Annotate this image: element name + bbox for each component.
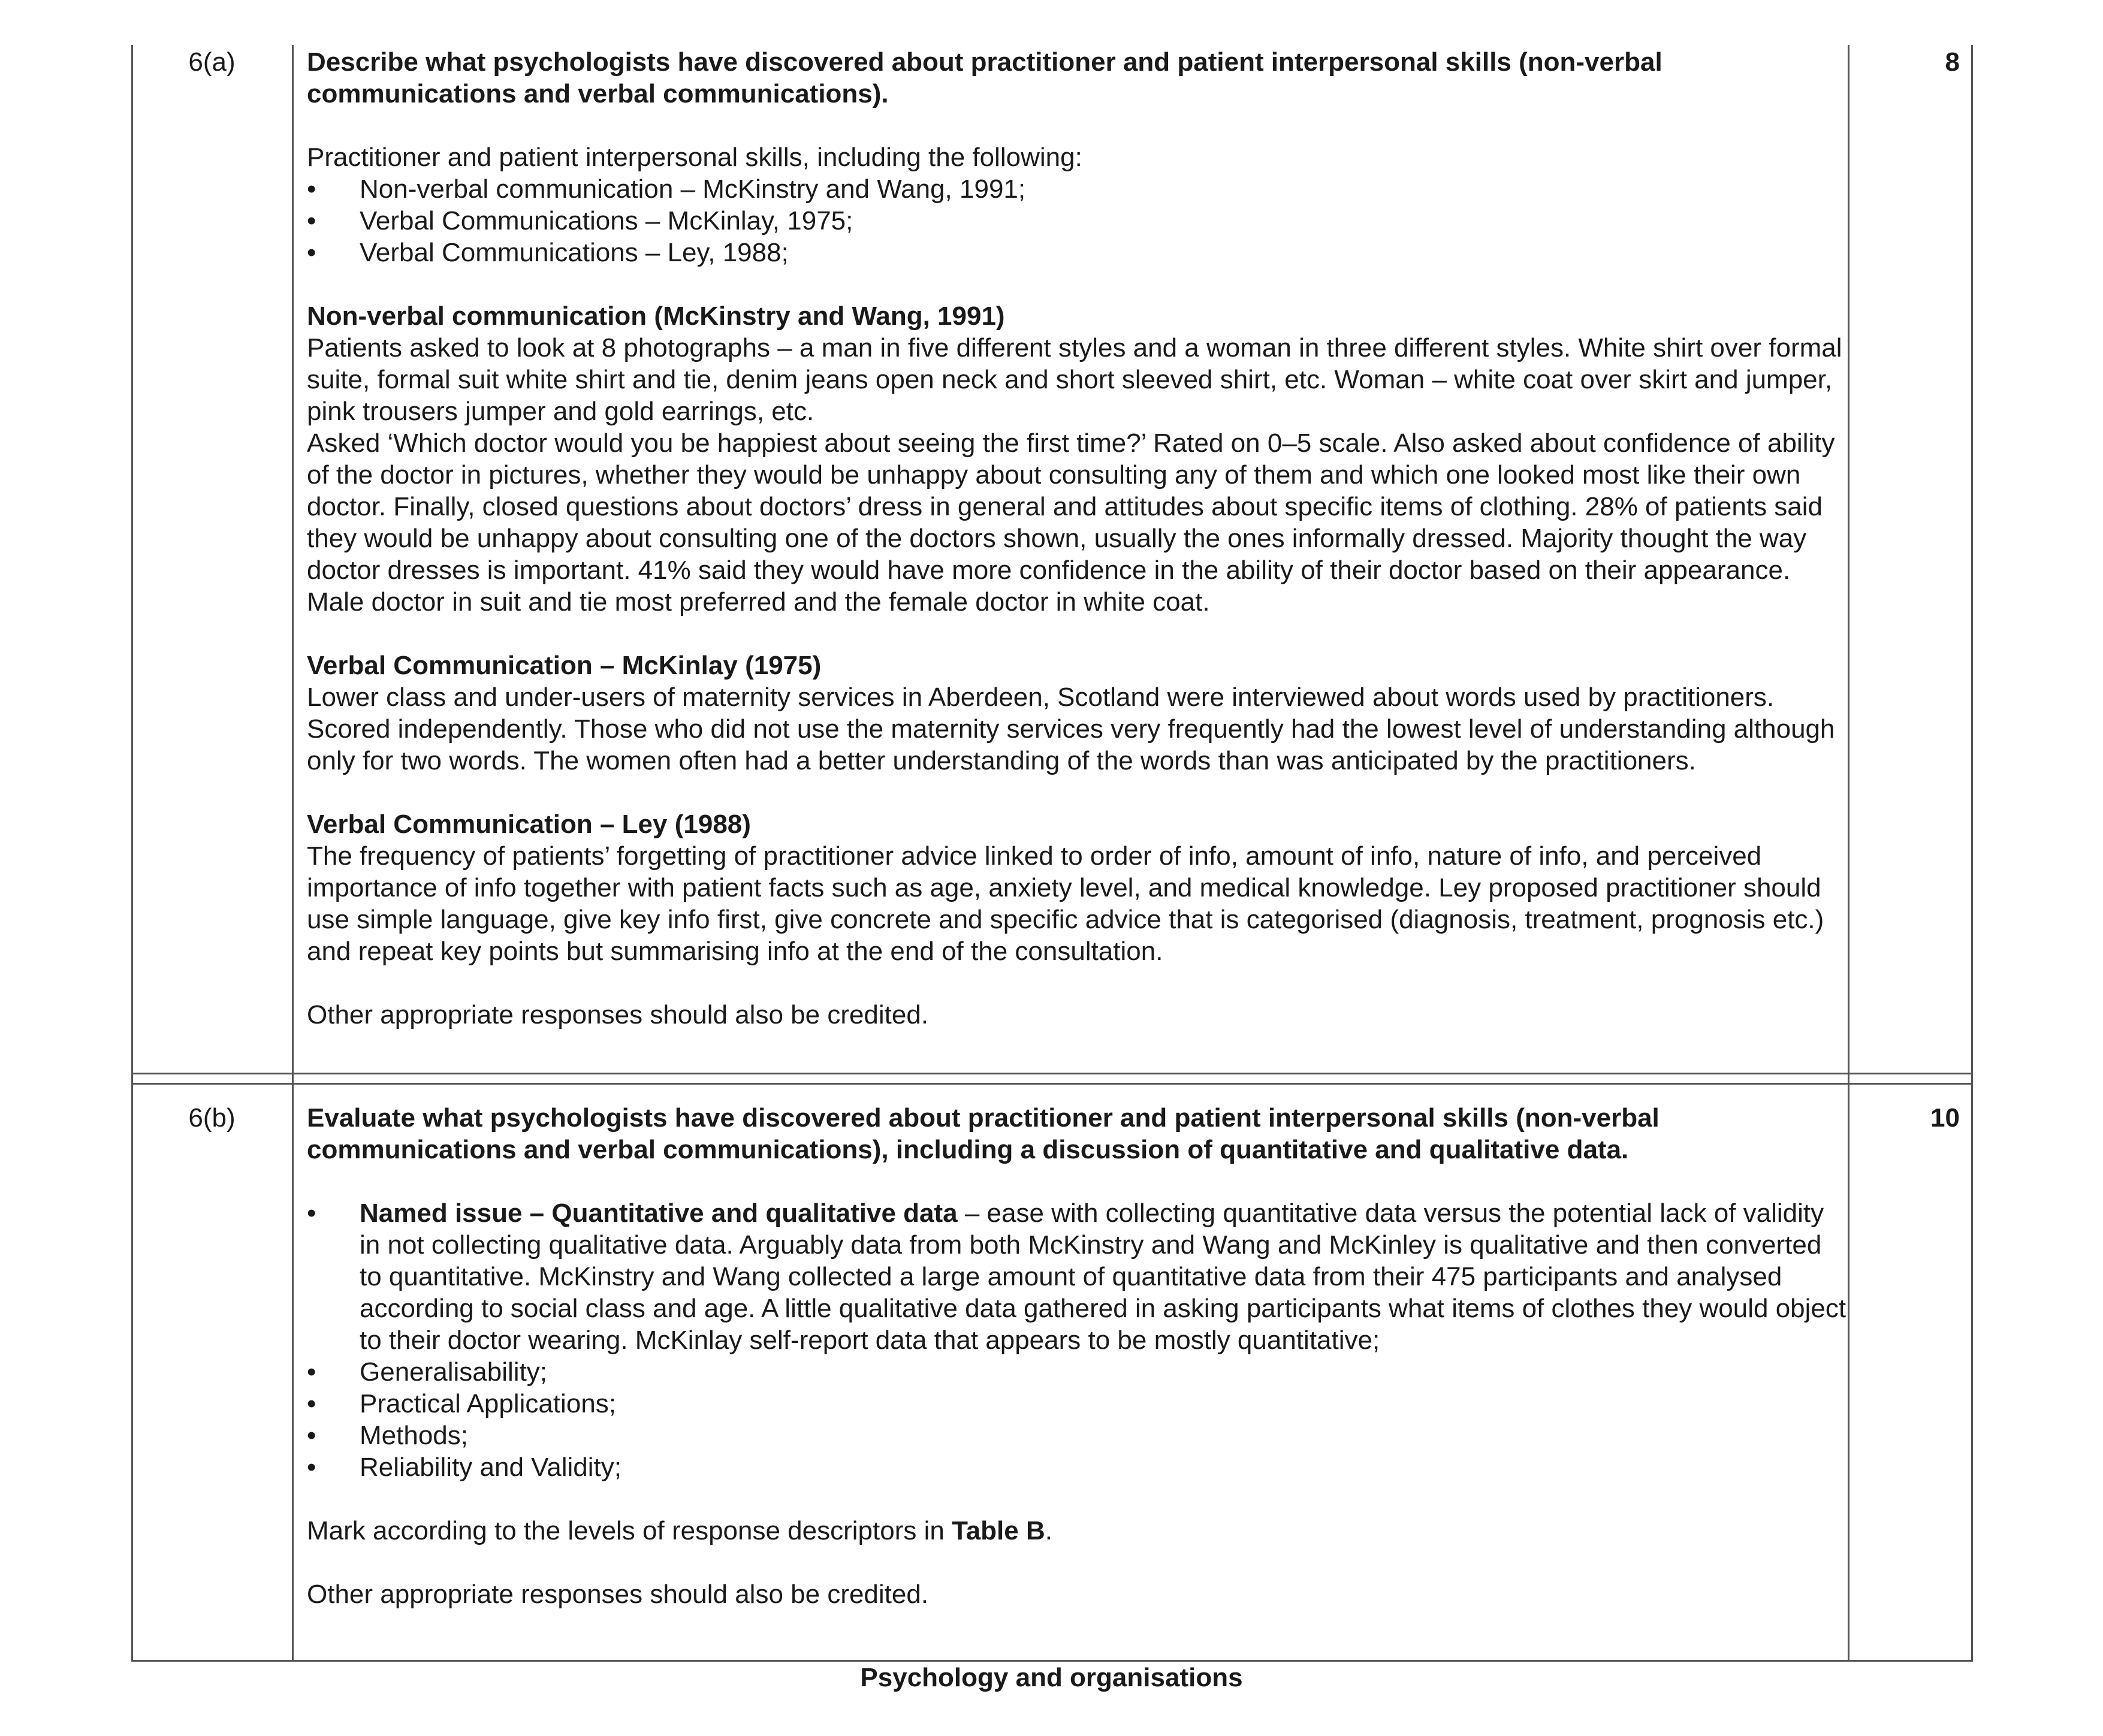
grid-line — [131, 1073, 1973, 1074]
bullet-list — [307, 173, 1847, 268]
list-item: • Methods; — [307, 1421, 468, 1450]
bullet-icon: • — [307, 1357, 316, 1387]
list-item: • Practical Applications; — [307, 1389, 616, 1418]
grid-line — [1971, 45, 1973, 1661]
grid-line — [131, 45, 133, 1661]
question-text: Evaluate what psychologists have discovered about practitioner and patient interpersonal skills (non-verbal communications and verbal communications), including a discussion of quantitative and qualitative data. — [307, 1103, 1660, 1164]
named-issue-text: – ease with collecting quantitative data versus the potential lack of validity in not collecting qualitative data. Arguably data from both McKinstry and Wang and McKinley is qualitative and then converted to quantitative. McKinstry and Wang collected a large amount of quantitative data from their 475 participants and analysed according to social class and age. A little qualitative data gathered in asking participants what items of clothes they would object to their doctor wearing. McKinlay self-report data that appears to be mostly quantitative; — [360, 1198, 1846, 1355]
list-item: • Generalisability; — [307, 1357, 548, 1387]
bullet-icon: • — [307, 1421, 316, 1450]
bullet-icon: • — [307, 1198, 316, 1228]
list-item: • Non-verbal communication – McKinstry and Wang, 1991; — [307, 174, 1026, 204]
named-issue-label: Named issue – Quantitative and qualitative data — [360, 1198, 958, 1228]
list-item: • Verbal Communications – McKinlay, 1975; — [307, 206, 853, 236]
question-content — [307, 1102, 1847, 1610]
bullet-icon: • — [307, 206, 316, 236]
question-number: 6(a) — [188, 47, 236, 77]
table-reference: Table B — [952, 1516, 1045, 1545]
grid-line — [131, 1083, 1973, 1085]
section-body: Lower class and under-users of maternity services in Aberdeen, Scotland were interviewed about words used by practitioners. Scored independently. Those who did not use the maternity services very frequently had the lowest level of understanding although only for two words. The women often had a better understanding of the words than was anticipated by the practitioners. — [307, 683, 1835, 775]
intro-text: Practitioner and patient interpersonal skills, including the following: — [307, 143, 1082, 172]
closing-text: Other appropriate responses should also be credited. — [307, 1580, 929, 1609]
page-footer: Psychology and organisations — [860, 1663, 1243, 1692]
section-heading: Verbal Communication – McKinlay (1975) — [307, 651, 822, 680]
grid-line — [292, 45, 294, 1661]
section-body: Asked ‘Which doctor would you be happiest about seeing the first time?’ Rated on 0–5 scale. Also asked about confidence of ability of the doctor in pictures, whether they would be unhappy about consulting any of them and which one looked most like their own doctor. Finally, closed questions about doctors’ dress in general and attitudes about specific items of clothing. 28% of patients said they would be unhappy about consulting one of the doctors shown, usually the ones informally dressed. Majority thought the way doctor dresses is important. 41% said they would have more confidence in the ability of their doctor based on their appearance. Male doctor in suit and tie most preferred and the female doctor in white coat. — [307, 428, 1835, 617]
bullet-icon: • — [307, 1453, 316, 1482]
section-body: The frequency of patients’ forgetting of practitioner advice linked to order of info, amount of info, nature of info, and perceived importance of info together with patient facts such as age, anxiety level, and medical knowledge. Ley proposed practitioner should use simple language, give key info first, give concrete and specific advice that is categorised (diagnosis, treatment, prognosis etc.) and repeat key points but summarising info at the end of the consultation. — [307, 841, 1824, 966]
section-heading: Non-verbal communication (McKinstry and Wang, 1991) — [307, 301, 1005, 331]
marks-value: 8 — [1945, 47, 1960, 77]
question-number: 6(b) — [188, 1103, 236, 1133]
marks-value: 10 — [1930, 1103, 1960, 1133]
section-body: Patients asked to look at 8 photographs – a man in five different styles and a woman in three different styles. White shirt over formal suite, formal suit white shirt and tie, denim jeans open neck and short sleeved shirt, etc. Woman – white coat over skirt and jumper, pink trousers jumper and gold earrings, etc. — [307, 333, 1842, 426]
bullet-icon: • — [307, 174, 316, 204]
grid-line — [1848, 45, 1849, 1661]
bullet-icon: • — [307, 1389, 316, 1418]
question-text: Describe what psychologists have discovered about practitioner and patient interpersonal skills (non-verbal communications and verbal communications). — [307, 47, 1663, 108]
bullet-icon: • — [307, 238, 316, 267]
list-item: • Reliability and Validity; — [307, 1453, 621, 1482]
bullet-list — [307, 1197, 1847, 1483]
section-heading: Verbal Communication – Ley (1988) — [307, 810, 751, 839]
mark-instruction: Mark according to the levels of response descriptors in Table B. — [307, 1516, 1052, 1545]
list-item — [307, 1197, 1847, 1356]
question-content — [307, 46, 1847, 1031]
list-item: • Verbal Communications – Ley, 1988; — [307, 238, 789, 267]
closing-text: Other appropriate responses should also be credited. — [307, 1000, 929, 1029]
